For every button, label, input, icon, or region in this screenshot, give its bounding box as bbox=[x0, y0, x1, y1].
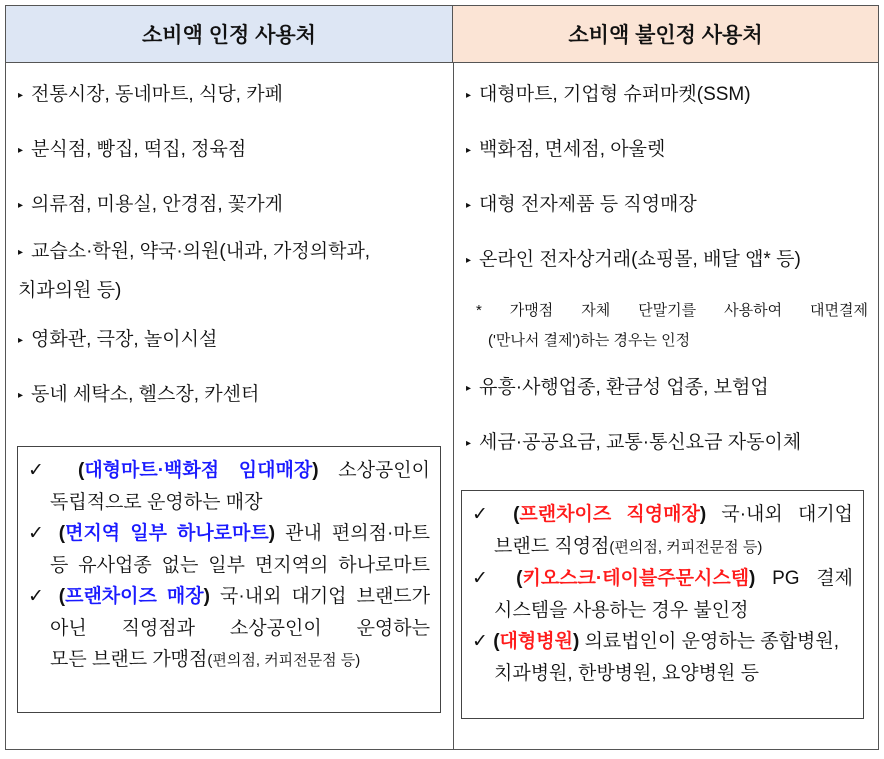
bullet-icon: ▸ bbox=[466, 438, 472, 449]
item-text: 동네 세탁소, 헬스장, 카센터 bbox=[31, 384, 260, 405]
paren: ) bbox=[203, 586, 210, 607]
not-recognized-exceptions-box bbox=[461, 490, 864, 719]
list-item bbox=[18, 131, 246, 169]
list-item bbox=[466, 186, 697, 224]
bullet-icon: ▸ bbox=[18, 390, 24, 401]
bullet-icon: ▸ bbox=[18, 145, 24, 156]
bullet-icon: ▸ bbox=[466, 383, 472, 394]
exception-text: PG 결제 bbox=[772, 568, 854, 589]
exception-item bbox=[472, 626, 853, 689]
exception-note: (편의점, 커피전문점 등) bbox=[207, 652, 361, 669]
exception-tag: 면지역 일부 하나로마트 bbox=[65, 523, 269, 544]
exception-tag: 대형마트·백화점 임대매장 bbox=[84, 460, 313, 481]
item-text: 세금·공공요금, 교통·통신요금 자동이체 bbox=[479, 432, 802, 453]
exception-item bbox=[28, 581, 430, 677]
check-icon: ✓ bbox=[28, 460, 59, 481]
item-text: 치과의원 등) bbox=[18, 280, 122, 301]
exception-text: 관내 편의점·마트 bbox=[285, 523, 431, 544]
bullet-icon: ▸ bbox=[18, 90, 24, 101]
exception-text: 모든 브랜드 가맹점 bbox=[50, 649, 208, 670]
list-item bbox=[466, 424, 801, 462]
paren: ( bbox=[58, 523, 66, 544]
bullet-icon: ▸ bbox=[18, 335, 24, 346]
header-left-text: 소비액 인정 사용처 bbox=[142, 24, 316, 47]
exception-text: 의료법인이 운영하는 종합병원, bbox=[584, 631, 840, 652]
exception-tag: 키오스크·테이블주문시스템 bbox=[522, 568, 750, 589]
exception-tag: 대형병원 bbox=[499, 631, 573, 652]
paren: ( bbox=[77, 460, 85, 481]
list-item bbox=[466, 131, 665, 169]
paren: ( bbox=[516, 568, 523, 589]
exception-text: 독립적으로 운영하는 매장 bbox=[50, 491, 263, 513]
exception-item bbox=[28, 518, 430, 581]
item-text: 영화관, 극장, 놀이시설 bbox=[31, 329, 218, 350]
item-text: 대형 전자제품 등 직영매장 bbox=[479, 194, 697, 215]
footnote bbox=[476, 296, 868, 356]
footnote-line: * 가맹점 자체 단말기를 사용하여 대면결제 bbox=[476, 302, 868, 319]
list-item bbox=[18, 376, 259, 414]
recognized-exceptions-box bbox=[17, 446, 441, 713]
paren: ( bbox=[513, 504, 520, 525]
item-text: 분식점, 빵집, 떡집, 정육점 bbox=[31, 139, 247, 160]
bullet-icon: ▸ bbox=[466, 145, 472, 156]
exception-tag: 프랜차이즈 매장 bbox=[65, 586, 204, 607]
bullet-icon: ▸ bbox=[18, 247, 24, 258]
paren: ( bbox=[58, 586, 66, 607]
paren: ) bbox=[268, 523, 276, 544]
exception-text: 국·내외 대기업 bbox=[721, 504, 854, 525]
exception-text: 소상공인이 bbox=[338, 460, 430, 481]
exception-item bbox=[472, 499, 853, 563]
list-item bbox=[18, 321, 217, 359]
list-item bbox=[18, 76, 283, 114]
paren: ) bbox=[699, 504, 707, 525]
list-item bbox=[466, 241, 801, 279]
paren: ) bbox=[749, 568, 756, 589]
item-text: 의류점, 미용실, 안경점, 꽃가게 bbox=[31, 194, 283, 215]
paren: ) bbox=[312, 460, 319, 481]
header-right-text: 소비액 불인정 사용처 bbox=[568, 24, 763, 47]
list-item bbox=[18, 186, 283, 224]
exception-text: 아닌 직영점과 소상공인이 운영하는 bbox=[50, 617, 430, 639]
item-text: 유흥·사행업종, 환금성 업종, 보험업 bbox=[479, 377, 769, 398]
exception-tag: 프랜차이즈 직영매장 bbox=[519, 504, 700, 525]
check-icon: ✓ bbox=[472, 568, 500, 589]
item-text: 백화점, 면세점, 아울렛 bbox=[479, 139, 666, 160]
exception-text: 등 유사업종 없는 일부 면지역의 하나로마트 bbox=[50, 554, 430, 576]
check-icon: ✓ bbox=[28, 586, 49, 607]
header-not-recognized bbox=[453, 6, 878, 63]
bullet-icon: ▸ bbox=[466, 200, 472, 211]
check-icon: ✓ bbox=[472, 631, 488, 652]
list-item-continued bbox=[18, 272, 121, 309]
exception-text: 국·내외 대기업 브랜드가 bbox=[220, 586, 431, 607]
item-text: 대형마트, 기업형 슈퍼마켓(SSM) bbox=[479, 84, 751, 105]
check-icon: ✓ bbox=[28, 523, 49, 544]
paren: ) bbox=[572, 631, 580, 652]
item-text: 온라인 전자상거래(쇼핑몰, 배달 앱* 등) bbox=[479, 249, 801, 270]
item-text: 전통시장, 동네마트, 식당, 카페 bbox=[31, 84, 283, 105]
check-icon: ✓ bbox=[472, 504, 498, 525]
exception-note: (편의점, 커피전문점 등) bbox=[609, 538, 763, 556]
bullet-icon: ▸ bbox=[466, 255, 472, 266]
footnote-line: ('만나서 결제')하는 경우는 인정 bbox=[488, 332, 691, 349]
exception-item bbox=[472, 563, 853, 626]
item-text: 교습소·학원, 약국·의원(내과, 가정의학과, bbox=[31, 241, 371, 262]
bullet-icon: ▸ bbox=[18, 200, 24, 211]
bullet-icon: ▸ bbox=[466, 90, 472, 101]
exception-text: 시스템을 사용하는 경우 불인정 bbox=[494, 599, 749, 621]
list-item bbox=[466, 76, 751, 114]
column-divider bbox=[453, 63, 454, 749]
exception-item bbox=[28, 455, 430, 518]
paren: ( bbox=[493, 631, 500, 652]
exception-text: 치과병원, 한방병원, 요양병원 등 bbox=[494, 662, 759, 684]
list-item bbox=[466, 369, 769, 407]
list-item bbox=[18, 233, 446, 271]
exception-text: 브랜드 직영점 bbox=[494, 535, 610, 557]
header-recognized bbox=[6, 6, 453, 63]
